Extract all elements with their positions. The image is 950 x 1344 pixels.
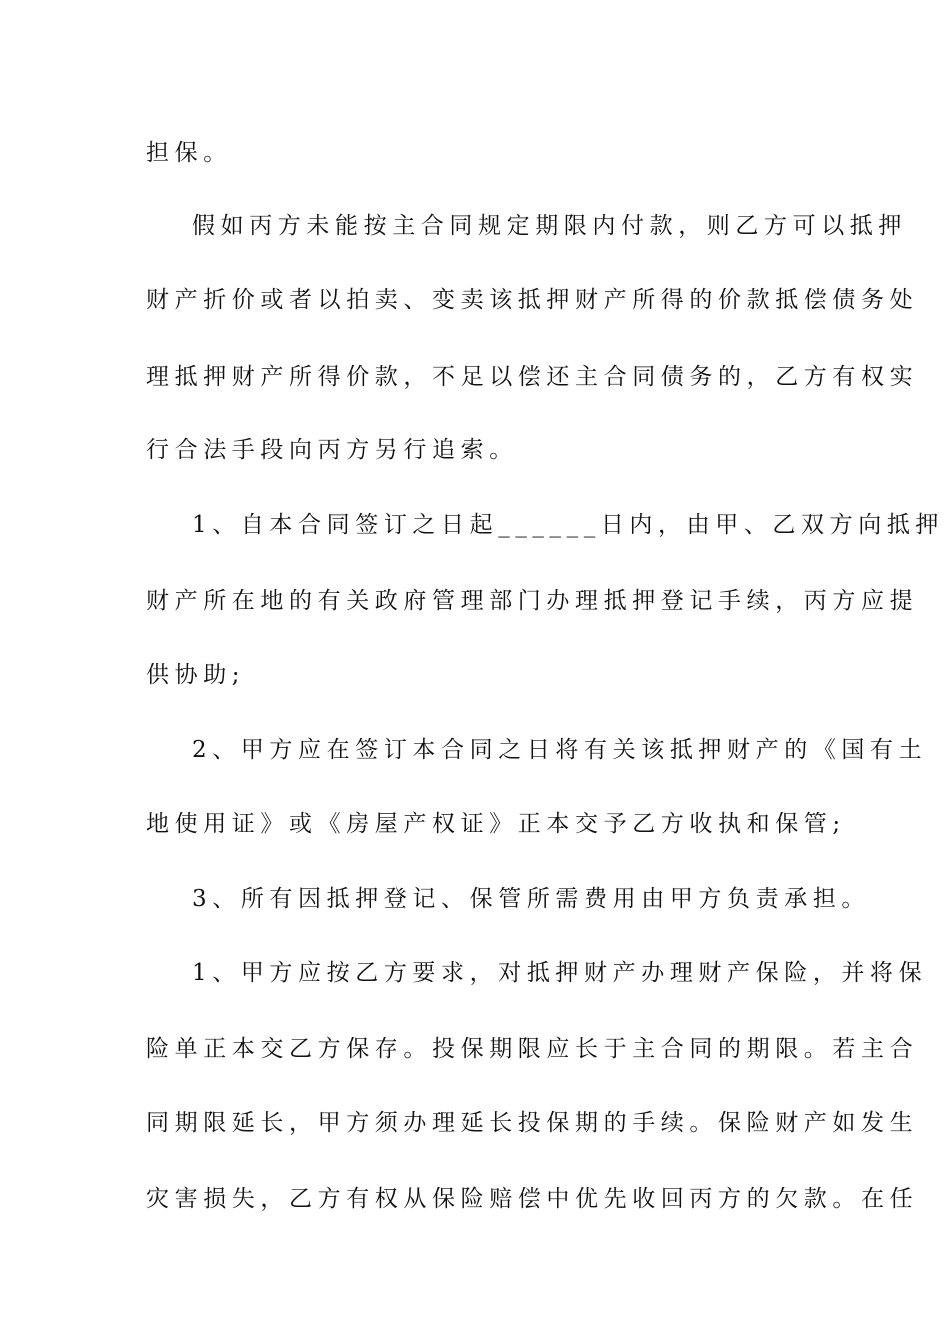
text-line: 同期限延长，甲方须办理延长投保期的手续。保险财产如发生 [146, 1110, 919, 1136]
text-line: 险单正本交乙方保存。投保期限应长于主合同的期限。若主合 [146, 1036, 919, 1062]
text-line: 3、所有因抵押登记、保管所需费用由甲方负责承担。 [192, 886, 871, 912]
text-line: 1、甲方应按乙方要求，对抵押财产办理财产保险，并将保 [192, 960, 928, 986]
text-line: 财产所在地的有关政府管理部门办理抵押登记手续，丙方应提 [146, 588, 919, 614]
text-line: 理抵押财产所得价款，不足以偿还主合同债务的，乙方有权实 [146, 364, 919, 390]
text-line: 行合法手段向丙方另行追索。 [146, 437, 518, 463]
text-line: 担保。 [146, 140, 232, 166]
text-line: 2、甲方应在签订本合同之日将有关该抵押财产的《国有土 [192, 737, 928, 763]
text-line: 灾害损失，乙方有权从保险赔偿中优先收回丙方的欠款。在任 [146, 1186, 919, 1212]
text-line: 地使用证》或《房屋产权证》正本交予乙方收执和保管; [146, 811, 846, 837]
text-line: 供协助; [146, 662, 246, 688]
text-line: 假如丙方未能按主合同规定期限内付款，则乙方可以抵押 [192, 213, 907, 239]
text-line: 财产折价或者以拍卖、变卖该抵押财产所得的价款抵偿债务处 [146, 287, 919, 313]
text-line: 1、自本合同签订之日起______日内，由甲、乙双方向抵押 [192, 512, 945, 538]
